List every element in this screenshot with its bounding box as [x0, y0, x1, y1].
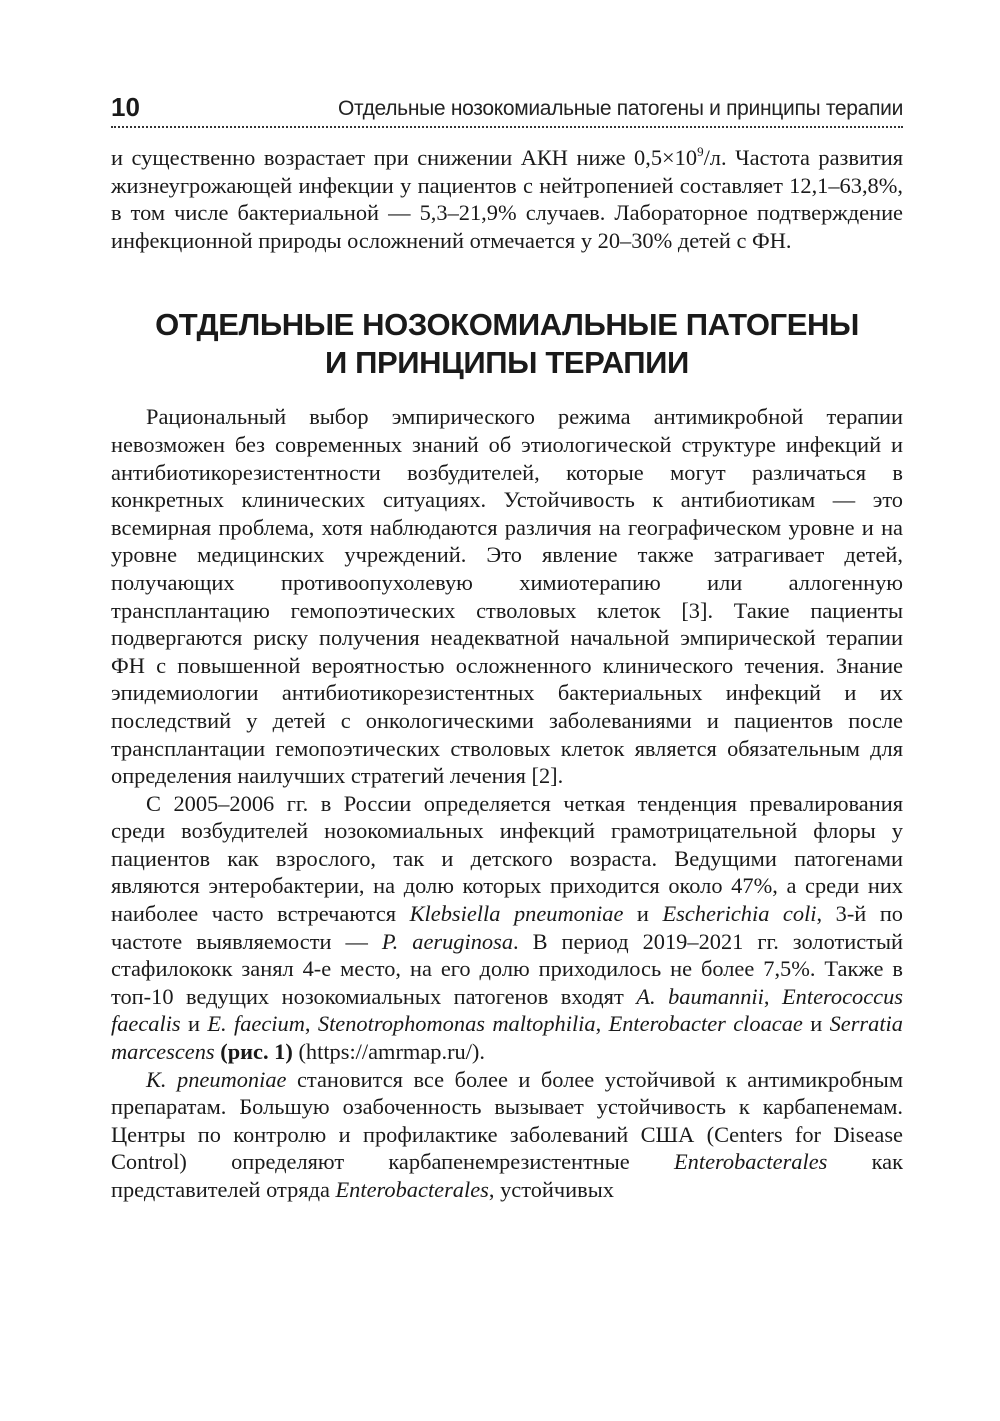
- section-heading-line1: ОТДЕЛЬНЫЕ НОЗОКОМИАЛЬНЫЕ ПАТОГЕНЫ: [155, 307, 859, 343]
- p3-text: как представителей отряда: [111, 1149, 903, 1202]
- p2-text: и: [180, 1011, 208, 1037]
- intro-text-part2: /л. Частота развития жизнеугрожающей инфекции у пациентов с нейтропенией составляет 12,1–63,8%, в том числе бактериальной — 5,3–21,9% случаев. Лабораторное подтверждение инфекционной природы осложнений отмечается у 20–30% детей с ФН.: [111, 145, 903, 253]
- p2-text: (https://amrmap.ru/).: [292, 1039, 485, 1065]
- p3-text: , устойчивых: [488, 1177, 614, 1202]
- paragraph-rational-choice: Рациональный выбор эмпирического режима антимикробной терапии невозможен без современных знаний об этиологической структуре инфекций и антибиотикорезистентности возбудителей, которые могут различаться в конкретных клинических ситуациях. Устойчивость к антибиотикам — это всемирная проблема, хотя наблюдаются различия на географическом уровне и на уровне медицинских учреждений. Это явление также затрагивает детей, получающих противоопухолевую химиотерапию или аллогенную трансплантацию гемопоэтических стволовых клеток [3]. Такие пациенты подвергаются риску получения неадекватной начальной эмпирической терапии ФН с повышенной вероятностью осложненного клинического течения. Знание эпидемиологии антибиотикорезистентных бактериальных инфекций и их последствий у детей с онкологическими заболеваниями и пациентов после трансплантации гемопоэтических стволовых клеток является обязательным для определения наилучших стратегий лечения [2].: [111, 404, 903, 789]
- species-name: Klebsiella pneumoniae: [409, 901, 624, 927]
- page-number: 10: [111, 92, 140, 122]
- species-name: E. faecium: [207, 1011, 305, 1037]
- paragraph-russia-trends: [111, 790, 903, 1066]
- p2-text: С 2005–2006 гг. в России определяется четкая тенденция превалирования среди возбудителей нозокомиальных инфекций грамотрицательной флоры у пациентов как взрослого, так и детского возраста. Ведущими патогенами являются энтеробактерии, на долю которых приходится около 47%, а среди них наиболее часто встречаются: [111, 790, 903, 927]
- header-dotted-rule: [111, 126, 903, 128]
- species-name: Stenotrophomonas maltophilia: [317, 1011, 596, 1037]
- p3-text: становится все более и более устойчивой к антимикробным препаратам. Большую озабоченность вызывает устойчивость к карбапенемам. Центры по контролю и профилактике заболеваний США (Centers for Disease Control) определяют карбапенемрезистентные: [111, 1066, 903, 1175]
- book-page: [111, 90, 903, 1204]
- figure-reference: (рис. 1): [220, 1039, 293, 1065]
- species-name: Serratia marcescens: [111, 1011, 903, 1065]
- species-name: A. baumannii: [636, 983, 764, 1009]
- species-name: Enterobacter cloacae: [608, 1011, 803, 1037]
- intro-text-part1: и существенно возрастает при снижении АКН ниже 0,5×10: [111, 145, 698, 170]
- paragraph-k-pneumoniae: [111, 1066, 903, 1204]
- p2-text: ,: [304, 1011, 318, 1037]
- intro-paragraph: [111, 144, 903, 254]
- species-name: Escherichia coli: [662, 901, 817, 927]
- running-header: [111, 90, 903, 126]
- p2-text: , 3-й по частоте выявляемости —: [111, 901, 903, 954]
- species-name: K. pneumoniae: [146, 1066, 287, 1092]
- p2-text: ,: [763, 983, 782, 1009]
- p2-text: и: [802, 1011, 830, 1037]
- section-heading: [111, 306, 903, 382]
- running-title: Отдельные нозокомиальные патогены и принципы терапии: [337, 97, 903, 120]
- species-name: P. aeruginosa: [381, 928, 514, 954]
- section-heading-line2: И ПРИНЦИПЫ ТЕРАПИИ: [325, 345, 689, 381]
- intro-exponent: 9: [697, 144, 704, 159]
- p2-text: и: [623, 901, 663, 927]
- p2-text: . В период 2019–2021 гг. золотистый стафилококк занял 4-е место, на его долю приходилось не более 7,5%. Также в топ-10 ведущих нозокомиальных патогенов входят: [111, 928, 903, 1009]
- taxon-name: Enterobacterales: [335, 1177, 489, 1202]
- p2-text: ,: [595, 1011, 609, 1037]
- species-name: Enterococcus faecalis: [111, 983, 904, 1037]
- taxon-name: Enterobacterales: [673, 1149, 828, 1175]
